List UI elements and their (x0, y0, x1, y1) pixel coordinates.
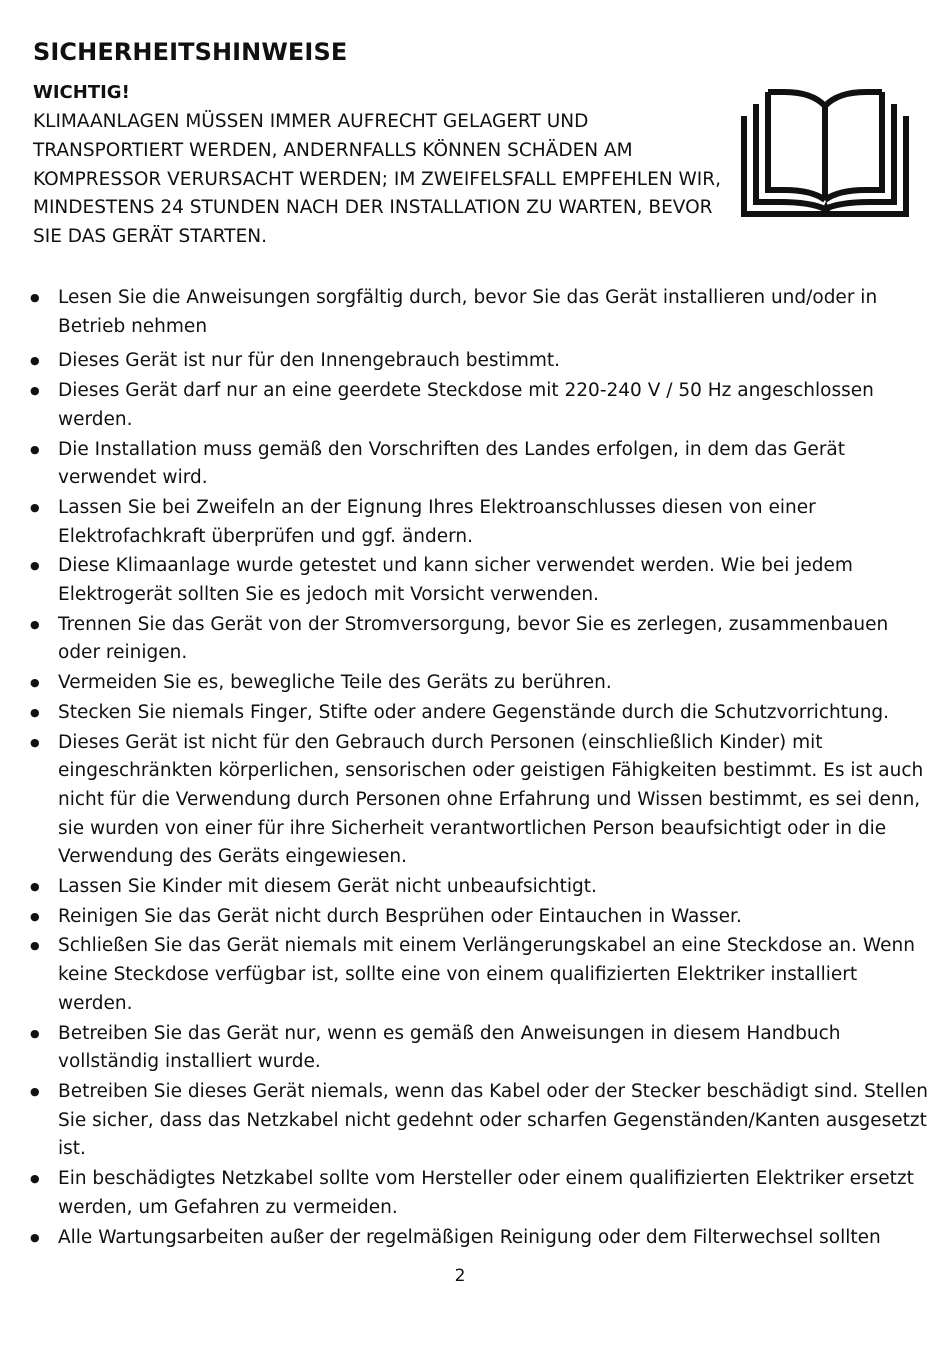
list-item: ● Dieses Gerät ist nicht für den Gebrauch durch Personen (einschließlich Kinder) mit eingeschränkten körperlichen, sensorischen oder geistigen Fähigkeiten bestimmt. Es ist auch nicht für die Verwendung durch Personen ohne Erfahrung und Wissen bestimmt, es sei denn, sie wurden von einer für ihre Sicherheit verantwortlichen Person beaufsichtigt oder in die Verwendung des Geräts eingewiesen. (0, 729, 950, 873)
list-item: ● Betreiben Sie dieses Gerät niemals, wenn das Kabel oder der Stecker beschädigt sind. Stellen Sie sicher, dass das Netzkabel nicht gedehnt oder scharfen Gegenständen/Kanten ausgesetzt ist. (0, 1078, 950, 1164)
list-item: ● Lesen Sie die Anweisungen sorgfältig durch, bevor Sie das Gerät installieren und/oder in Betrieb nehmen (0, 284, 950, 341)
warning-line: KOMPRESSOR VERURSACHT WERDEN; IM ZWEIFELSFALL EMPFEHLEN WIR, (33, 168, 721, 190)
list-item: ● Stecken Sie niemals Finger, Stifte oder andere Gegenstände durch die Schutzvorrichtung. (0, 699, 950, 728)
list-item: ● Schließen Sie das Gerät niemals mit einem Verlängerungskabel an eine Steckdose an. Wenn keine Steckdose verfügbar ist, sollte eine von einem qualifizierten Elektriker installiert werden. (0, 932, 950, 1018)
page-number: 2 (454, 1266, 466, 1286)
list-item: ● Lassen Sie bei Zweifeln an der Eignung Ihres Elektroanschlusses diesen von einer Elektrofachkraft überprüfen und ggf. ändern. (0, 494, 950, 551)
page-title: SICHERHEITSHINWEISE (33, 38, 348, 66)
warning-line: SIE DAS GERÄT STARTEN. (33, 226, 267, 248)
list-item: ● Diese Klimaanlage wurde getestet und kann sicher verwendet werden. Wie bei jedem Elektrogerät sollten Sie es jedoch mit Vorsicht verwenden. (0, 552, 950, 609)
list-item: ● Dieses Gerät ist nur für den Innengebrauch bestimmt. (0, 347, 950, 376)
warning-line: KLIMAANLAGEN MÜSSEN IMMER AUFRECHT GELAGERT UND (33, 111, 589, 132)
list-item: ● Dieses Gerät darf nur an eine geerdete Steckdose mit 220-240 V / 50 Hz angeschlossen werden. (0, 377, 950, 434)
warning-label: WICHTIG! (33, 82, 130, 103)
list-item: ● Trennen Sie das Gerät von der Stromversorgung, bevor Sie es zerlegen, zusammenbauen oder reinigen. (0, 611, 950, 668)
list-item: ● Reinigen Sie das Gerät nicht durch Besprühen oder Eintauchen in Wasser. (0, 903, 950, 932)
safety-instructions-list (0, 284, 950, 1253)
warning-line: MINDESTENS 24 STUNDEN NACH DER INSTALLATION ZU WARTEN, BEVOR (33, 197, 713, 219)
list-item: ● Vermeiden Sie es, bewegliche Teile des Geräts zu berühren. (0, 669, 950, 698)
list-item: ● Alle Wartungsarbeiten außer der regelmäßigen Reinigung oder dem Filterwechsel sollten (0, 1224, 950, 1253)
list-item: ● Lassen Sie Kinder mit diesem Gerät nicht unbeaufsichtigt. (0, 873, 950, 902)
list-item: ● Ein beschädigtes Netzkabel sollte vom Hersteller oder einem qualifizierten Elektriker ersetzt werden, um Gefahren zu vermeiden. (0, 1165, 950, 1222)
list-item: ● Betreiben Sie das Gerät nur, wenn es gemäß den Anweisungen in diesem Handbuch vollständig installiert wurde. (0, 1020, 950, 1077)
list-item: ● Die Installation muss gemäß den Vorschriften des Landes erfolgen, in dem das Gerät verwendet wird. (0, 436, 950, 493)
read-manual-book-icon (740, 82, 910, 218)
warning-text (33, 108, 753, 252)
warning-line: TRANSPORTIERT WERDEN, ANDERNFALLS KÖNNEN SCHÄDEN AM (33, 139, 633, 161)
